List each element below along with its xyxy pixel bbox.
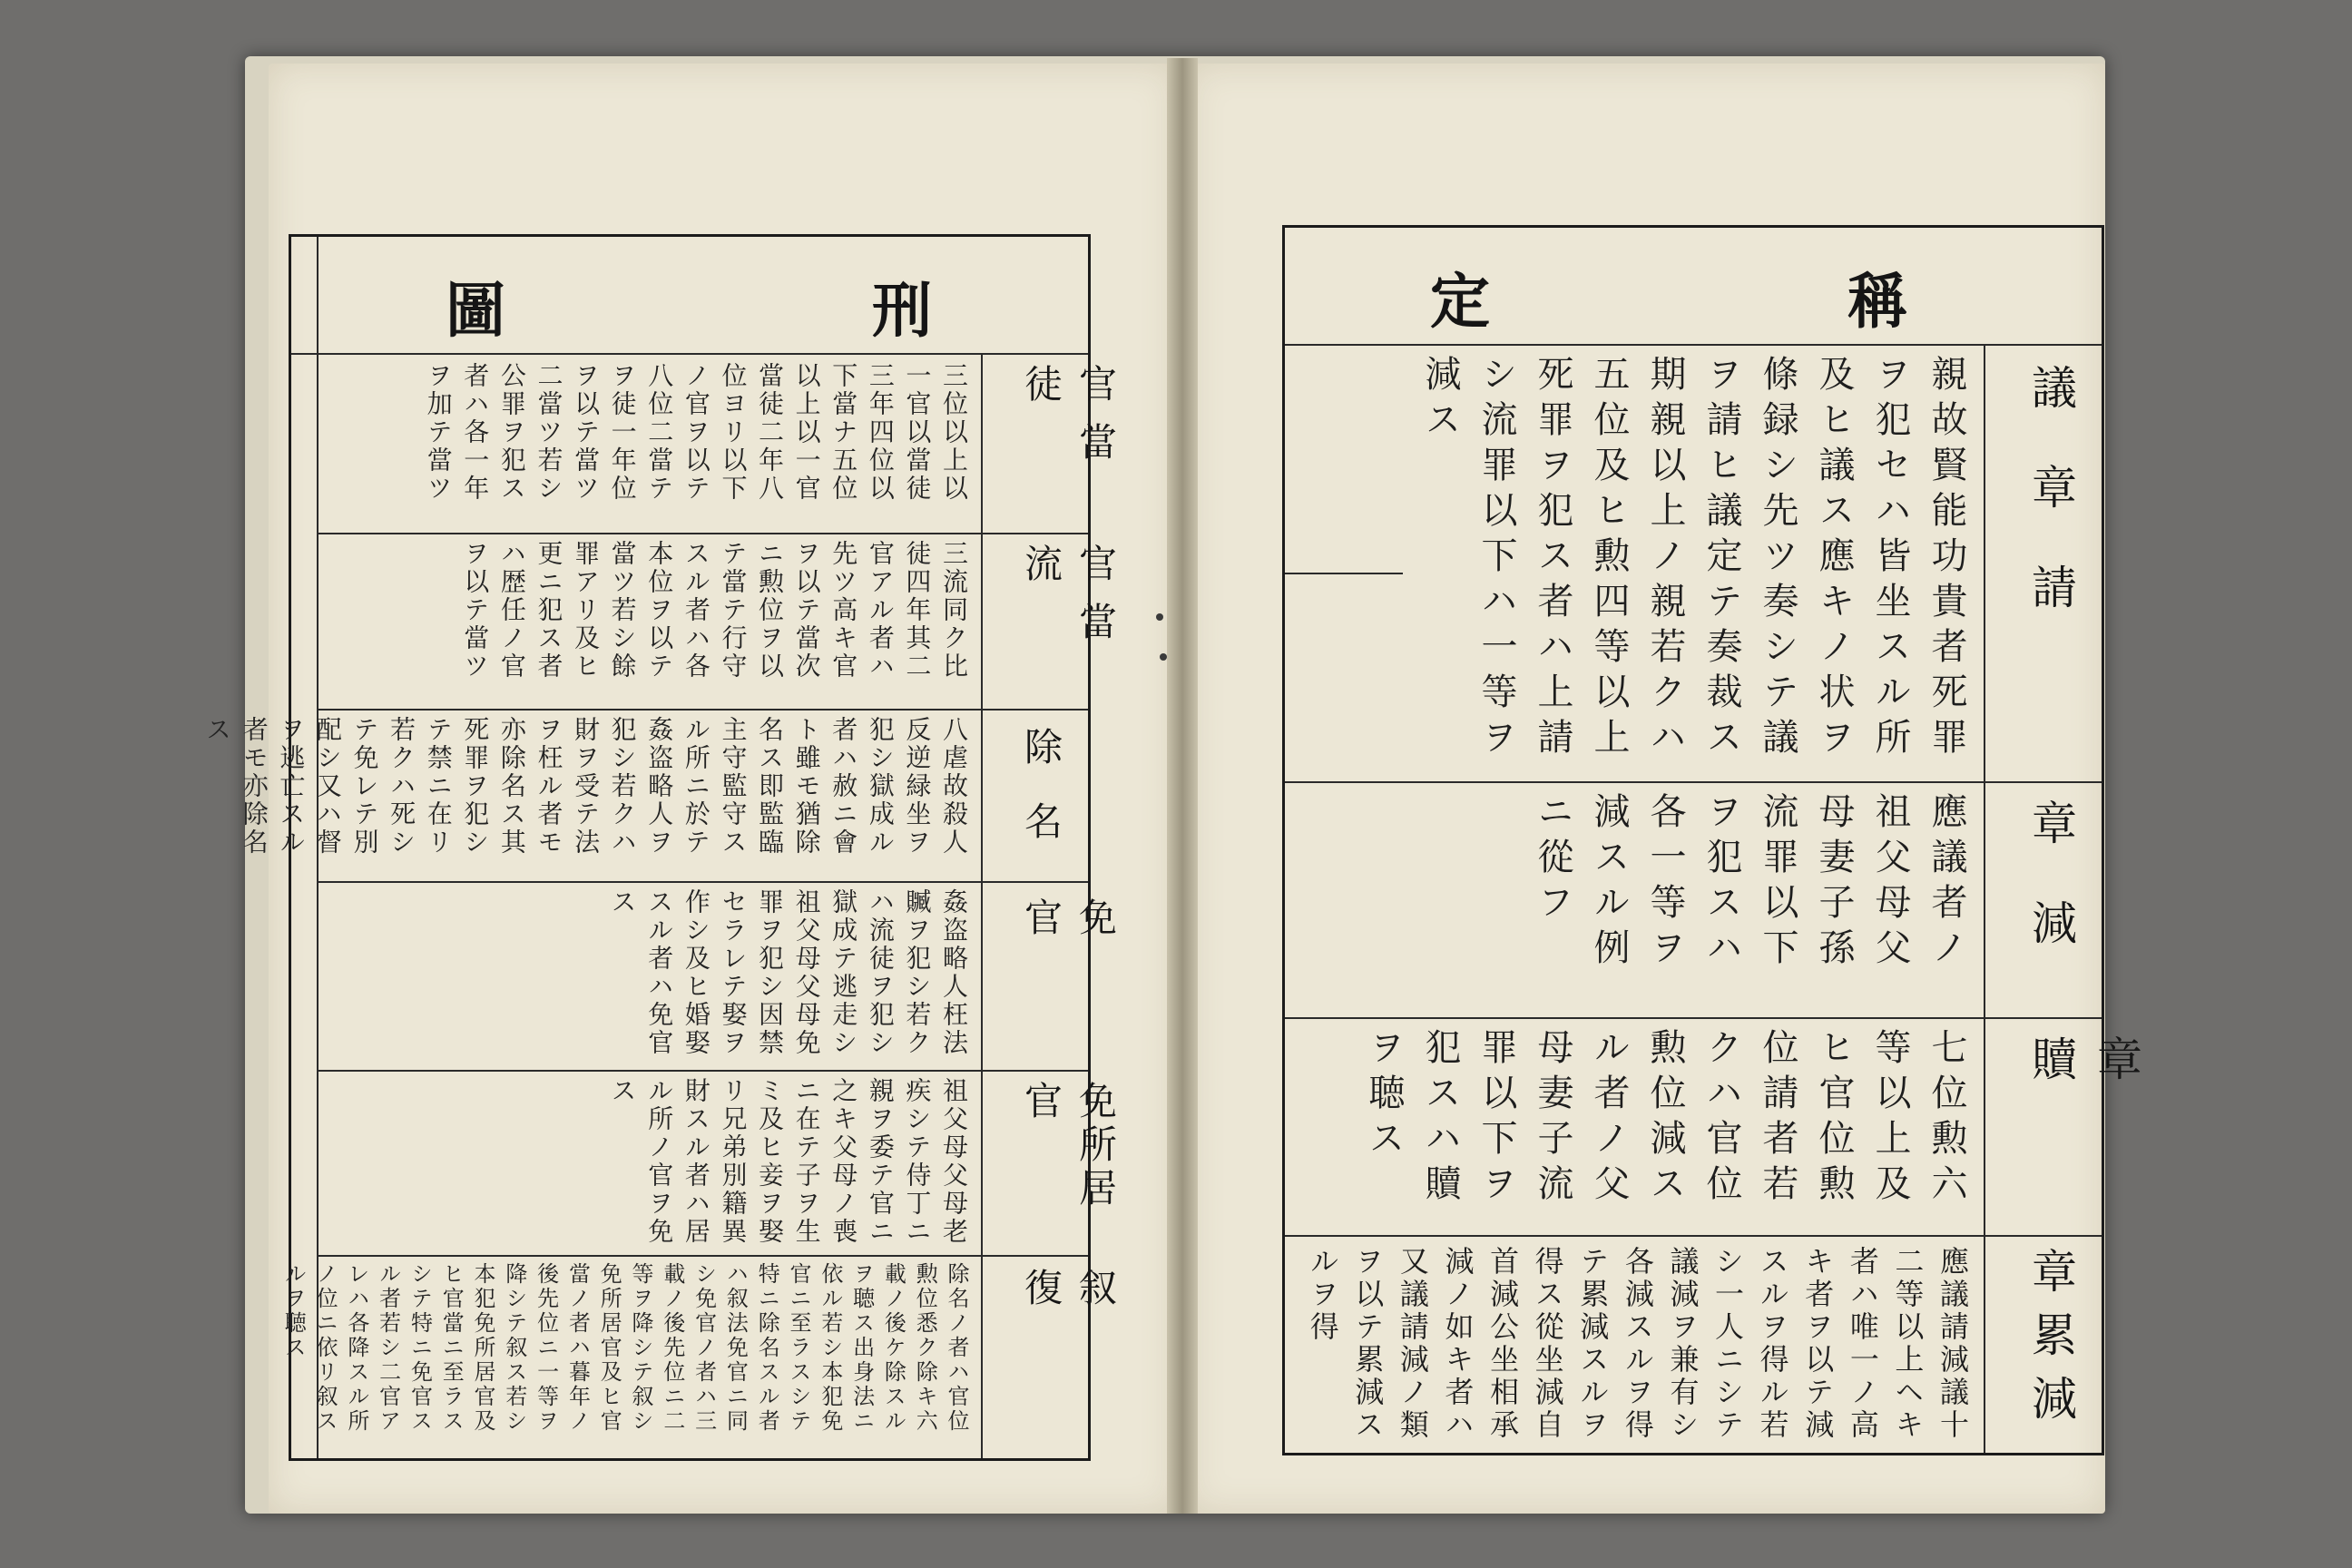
row-text: 姦盗略人枉法贓ヲ犯シ若クハ流徒ヲ犯シ獄成テ逃走シ祖父母父母免罪ヲ犯シ因禁セラレテ娶ヲ作シ及ヒ婚娶スル者ハ免官ス: [607, 888, 969, 1057]
row-text: 祖父母父母老疾シテ侍丁ニ親ヲ委テ官ニ之キ父母ノ喪ニ在テ子ヲ生ミ及ヒ妾ヲ娶リ兄弟別籍異財スル者ハ居ル所ノ官ヲ免ス: [607, 1077, 969, 1246]
row-header: 免官: [1019, 897, 1118, 981]
left-title-char-1: 刑: [872, 275, 932, 346]
row-divider: [1285, 781, 2102, 783]
row-text: 八虐故殺人反逆緑坐ヲ犯シ獄成ル者ハ赦ニ會ト雖モ猶除名ス即監臨主守監守スル所ニ於テ姦盗略人ヲ犯シ若クハ財ヲ受テ法ヲ枉ル者モ亦除名ス其死罪ヲ犯シテ禁ニ在リ若クハ死シテ免レテ別配シ又ハ督ヲ逃亡スル者モ亦除名ス: [202, 716, 969, 857]
row-header: 叙復: [1019, 1268, 1118, 1369]
row-text: 七位勲六等以上及ヒ官位勲位請者若クハ官位勲位減スル者ノ父母妻子流罪以下ヲ犯スハ贖ヲ聴ス: [1363, 1028, 1967, 1210]
row-divider: [317, 1255, 1088, 1257]
row-text: 除名ノ者ハ官位勲位悉ク除キ六載ノ後ケ除スルヲ聴ス出身法ニ依ル若シ本犯免官ニ至ラスシテ特ニ除名スル者ハ叙法免官ニ同シ免官ノ者ハ三載ノ後先位ニ二等ヲ降シテ叙シ免所居官及ヒ官當ノ者ハ暮年ノ後先位ニ一等ヲ降シテ叙ス若シ本犯免所居官及ヒ官當ニ至ラスシテ特ニ免官スル者若シ二官アレハ各降スル所ノ位ニ依リ叙スルヲ聴ス: [280, 1262, 969, 1434]
right-header-divider: [1984, 344, 1985, 1453]
row-divider: [317, 881, 1088, 883]
left-table: [202, 234, 1118, 1461]
right-title-char-1: 稱: [1847, 266, 1907, 337]
row-header: 議章請: [2024, 364, 2077, 663]
right-title-row: [1285, 228, 2102, 346]
row-text: 應議者ノ祖父母父母妻子孫流罪以下ヲ犯スハ各一等ヲ減スル例ニ從フ: [1532, 792, 1967, 974]
binding-hole: [1160, 653, 1167, 661]
left-title-row: [291, 237, 1088, 355]
book-gutter: [1167, 58, 1198, 1514]
row-header: 除名: [1019, 727, 1063, 876]
row-header: 官當流: [1019, 544, 1118, 660]
row-header: 免所居官: [1019, 1081, 1118, 1211]
row-header: 章贖: [2024, 1035, 2142, 1135]
row-divider: [317, 1070, 1088, 1072]
right-title-char-2: 定: [1430, 266, 1490, 337]
row-divider: [317, 533, 1088, 534]
binding-hole: [1156, 613, 1163, 621]
row-text: 三流同ク比徒四年其二官アル者ハ先ツ高キ官ヲ以テ當次ニ勲位ヲ以テ當テ行守スル者ハ各本位ヲ以テ當ツ若シ餘罪アリ及ヒ更ニ犯ス者ハ歴任ノ官ヲ以テ當ツ: [460, 540, 969, 681]
row-divider: [1285, 1017, 2102, 1019]
row-header: 官當徒: [1019, 364, 1118, 480]
row-divider: [1285, 1235, 2102, 1237]
row-text: 應議請減議十二等以上ヘキ者ハ唯一ノ高キ者ヲ以テ減スルヲ得ル若シ一人ニシテ議減ヲ兼有シ各減スルヲ得テ累減スルヲ得ス從坐減自首減公坐相承減ノ如キ者ハ又議請減ノ類ヲ以テ累減スルヲ得: [1305, 1246, 1970, 1442]
left-title-char-2: 圖: [446, 275, 505, 346]
row-divider: [317, 709, 1088, 710]
row-header: 章減: [2024, 799, 2077, 999]
left-header-divider: [981, 353, 983, 1458]
right-table: [1282, 225, 2142, 1455]
row-header: 章累減: [2024, 1248, 2077, 1438]
row-text: 三位以上以一官以當徒三年四位以下當ナ五位以上以一官當徒二年八位ヨリ以下ノ官ヲ以テ八位二當テヲ徒一年位ヲ以テ當ツ二當ツ若シ公罪ヲ犯ス者ハ各一年ヲ加テ當ツ: [423, 362, 969, 503]
row-text: 親故賢能功貴者死罪ヲ犯セハ皆坐スル所及ヒ議ス應キノ状ヲ條録シ先ツ奏シテ議ヲ請ヒ議定テ奏裁ス期親以上ノ親若クハ五位及ヒ勲四等以上死罪ヲ犯ス者ハ上請シ流罪以下ハ一等ヲ減ス: [1419, 355, 1967, 763]
